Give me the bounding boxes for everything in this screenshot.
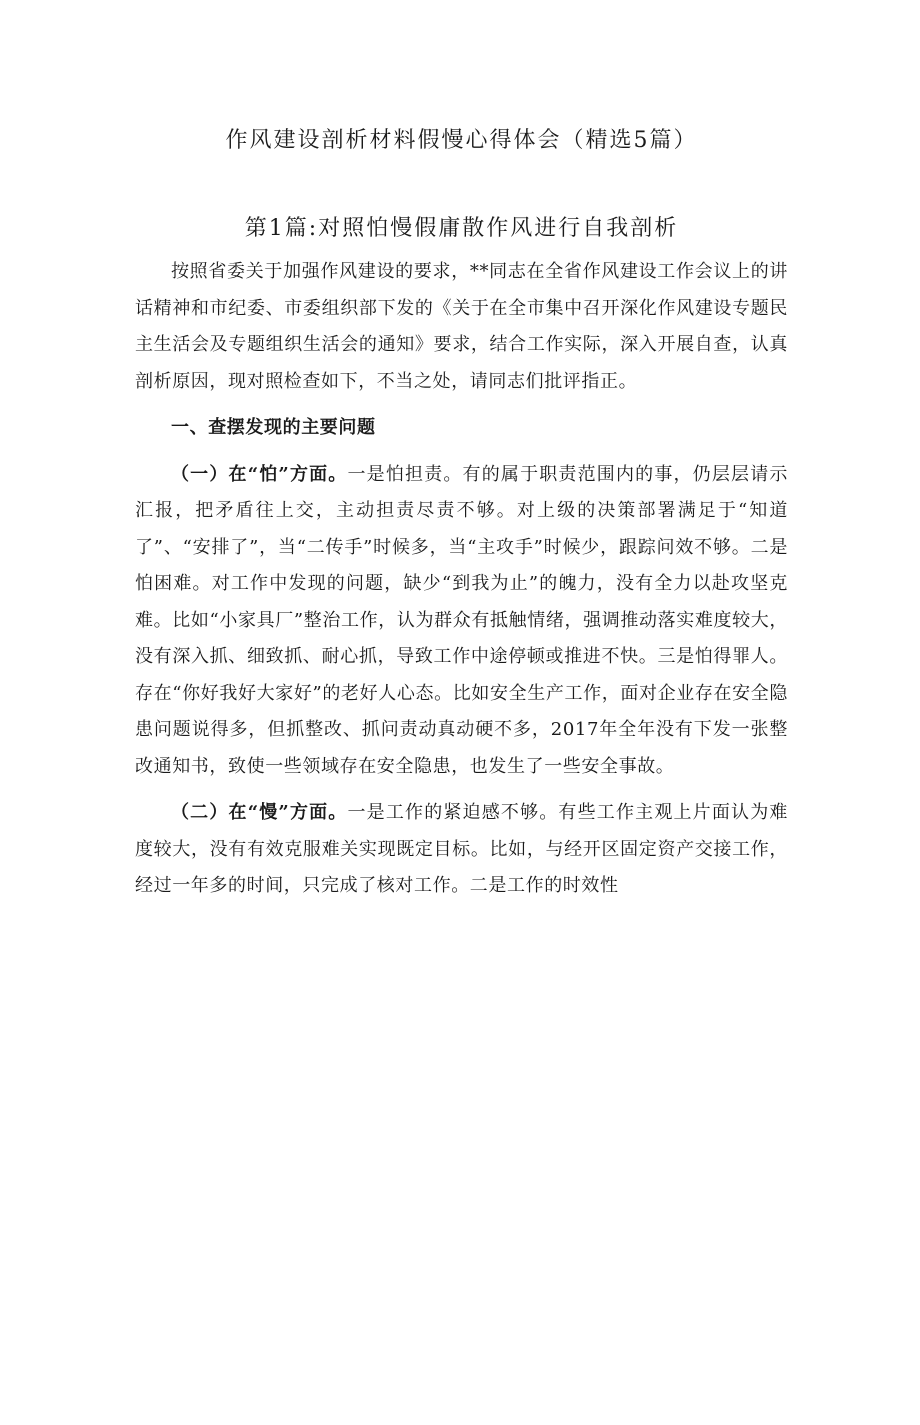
paragraph-fear-text: 一是怕担责。有的属于职责范围内的事，仍层层请示汇报，把矛盾往上交，主动担责尽责不够。对上级的决策部署满足于“知道了”、“安排了”，当“二传手”时候多，当“主攻手”时候少，跟踪问效不够。二是怕困难。对工作中发现的问题，缺少“到我为止”的魄力，没有全力以赴攻坚克难。比如“小家具厂”整治工作，认为群众有抵触情绪，强调推动落实难度较大，没有深入抓、细致抓、耐心抓，导致工作中途停顿或推进不快。三是怕得罪人。存在“你好我好大家好”的老好人心态。比如安全生产工作，面对企业存在安全隐患问题说得多，但抓整改、抓问责动真动硬不多，2017年全年没有下发一张整改通知书，致使一些领域存在安全隐患，也发生了一些安全事故。: [135, 463, 788, 777]
section-title: 第1篇:对照怕慢假庸散作风进行自我剖析: [244, 216, 679, 241]
paragraph-slow-lead: （二）在“慢”方面。: [171, 802, 348, 823]
document-page: [0, 124, 920, 1425]
intro-paragraph: 按照省委关于加强作风建设的要求，**同志在全省作风建设工作会议上的讲话精神和市纪委、市委组织部下发的《关于在全市集中召开深化作风建设专题民主生活会及专题组织生活会的通知》要求，结合工作实际，深入开展自查，认真剖析原因，现对照检查如下，不当之处，请同志们批评指正。: [135, 261, 788, 392]
paragraph-slow-text: 一是工作的紧迫感不够。有些工作主观上片面认为难度较大，没有有效克服难关实现既定目标。比如，与经开区固定资产交接工作，经过一年多的时间，只完成了核对工作。二是工作的时效性: [135, 802, 788, 896]
document-title: 作风建设剖析材料假慢心得体会（精选5篇）: [225, 128, 698, 153]
paragraph-fear-lead: （一）在“怕”方面。: [171, 463, 348, 485]
paragraph-slow: [135, 795, 788, 905]
paragraph-fear: [135, 457, 788, 786]
heading-main-problems: 一、查摆发现的主要问题: [171, 417, 376, 438]
